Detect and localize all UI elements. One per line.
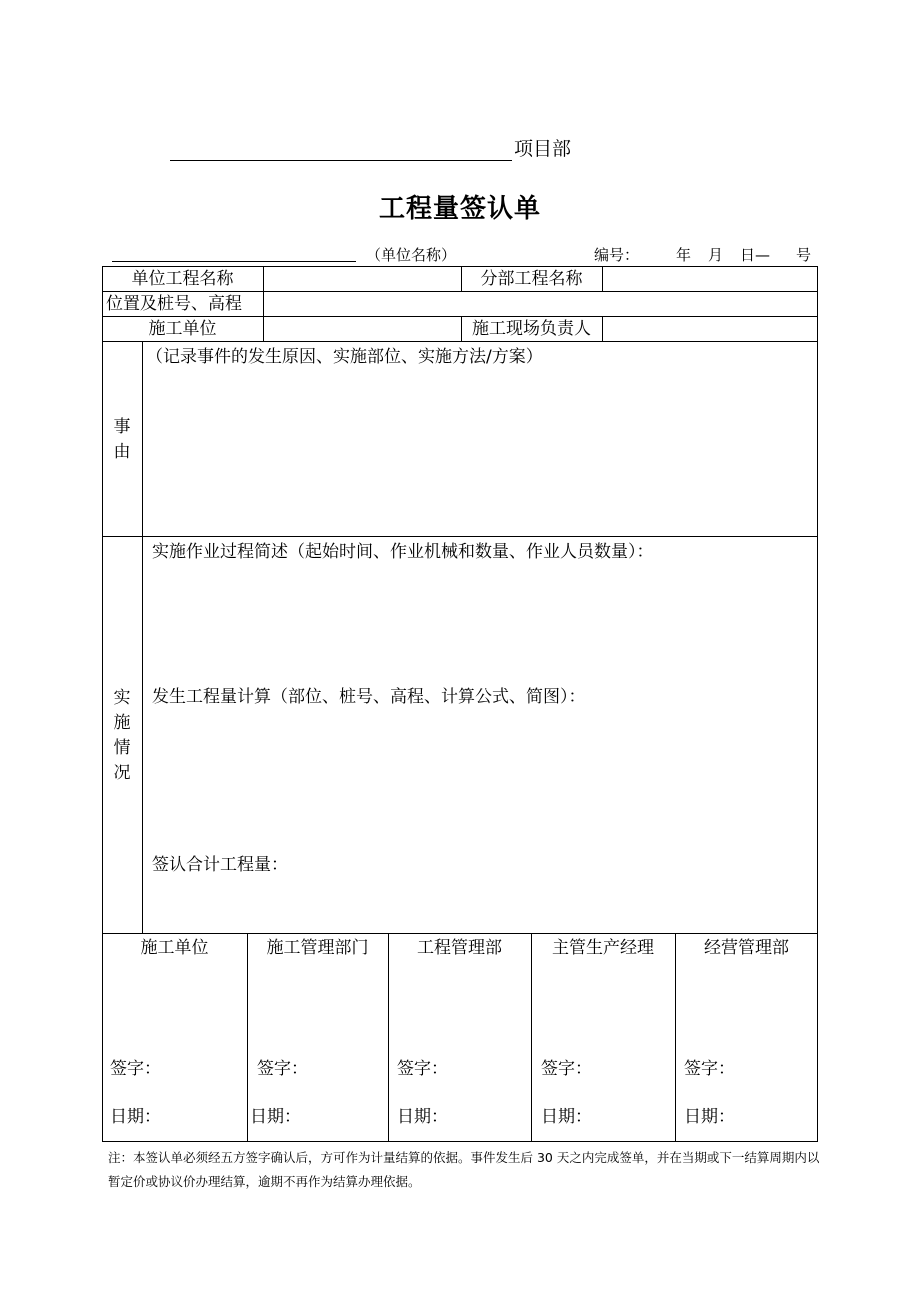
unit-project-name-field[interactable] xyxy=(264,268,460,290)
project-name-blank xyxy=(170,160,512,161)
sub-project-name-label: 分部工程名称 xyxy=(480,269,583,289)
col-divider xyxy=(142,341,143,933)
unit-name-blank xyxy=(112,261,356,262)
sign-col-header: 工程管理部 xyxy=(417,938,502,958)
process-prompt: 实施作业过程简述（起始时间、作业机械和数量、作业人员数量）： xyxy=(152,542,654,562)
total-prompt: 签认合计工程量： xyxy=(152,855,288,875)
date-label: 日期： xyxy=(397,1107,448,1127)
serial-number: 号 xyxy=(796,246,812,264)
sign-col-header: 施工管理部门 xyxy=(266,938,369,958)
col-divider xyxy=(531,933,532,1142)
sign-label: 签字： xyxy=(541,1059,592,1079)
total-field[interactable] xyxy=(300,854,814,924)
cause-label: 事 由 xyxy=(113,417,131,462)
date-label: 日期： xyxy=(110,1107,161,1127)
row-divider xyxy=(102,291,818,292)
sign-label: 签字： xyxy=(397,1059,448,1079)
sign-label: 签字： xyxy=(257,1059,308,1079)
project-department-label: 项目部 xyxy=(514,138,572,160)
row-divider xyxy=(102,341,818,342)
construction-unit-label: 施工单位 xyxy=(148,319,217,339)
sub-project-name-field[interactable] xyxy=(603,268,817,290)
site-manager-field[interactable] xyxy=(603,318,817,340)
unit-project-name-label: 单位工程名称 xyxy=(131,269,234,289)
sign-col-header: 经营管理部 xyxy=(704,938,789,958)
cause-hint: （记录事件的发生原因、实施部位、实施方法/方案） xyxy=(146,347,543,367)
date-label: 日期： xyxy=(541,1107,592,1127)
sign-col-header: 主管生产经理 xyxy=(552,938,654,958)
date-label: 日期： xyxy=(250,1107,301,1127)
position-stake-elevation-label: 位置及桩号、高程 xyxy=(106,294,242,314)
row-divider xyxy=(102,933,818,934)
cause-field[interactable] xyxy=(146,372,814,532)
unit-name-label: （单位名称） xyxy=(366,246,457,264)
sign-col-header: 施工单位 xyxy=(140,938,209,958)
row-divider xyxy=(102,316,818,317)
site-manager-label: 施工现场负责人 xyxy=(472,319,591,339)
calc-prompt: 发生工程量计算（部位、桩号、高程、计算公式、简图）： xyxy=(152,687,586,707)
col-divider xyxy=(247,933,248,1142)
col-divider xyxy=(675,933,676,1142)
date-label: 日期： xyxy=(684,1107,735,1127)
calc-field[interactable] xyxy=(146,712,814,848)
construction-unit-field[interactable] xyxy=(264,318,460,340)
col-divider xyxy=(388,933,389,1142)
serial-day: 日— xyxy=(740,246,771,264)
sign-label: 签字： xyxy=(684,1059,735,1079)
serial-year: 年 xyxy=(676,246,692,264)
page-title: 工程量签认单 xyxy=(378,194,541,224)
process-field[interactable] xyxy=(146,568,814,678)
serial-month: 月 xyxy=(708,246,724,264)
implementation-label: 实 施 情 况 xyxy=(113,688,131,783)
position-stake-elevation-field[interactable] xyxy=(264,293,817,315)
sign-label: 签字： xyxy=(110,1059,161,1079)
footnote: 注：本签认单必须经五方签字确认后，方可作为计量结算的依据。事件发生后 30 天之内完成签单，并在当期或下一结算周期内以暂定价或协议价办理结算，逾期不再作为结算办理依据。 xyxy=(108,1150,820,1189)
row-divider xyxy=(102,536,818,537)
serial-label: 编号： xyxy=(594,246,640,264)
